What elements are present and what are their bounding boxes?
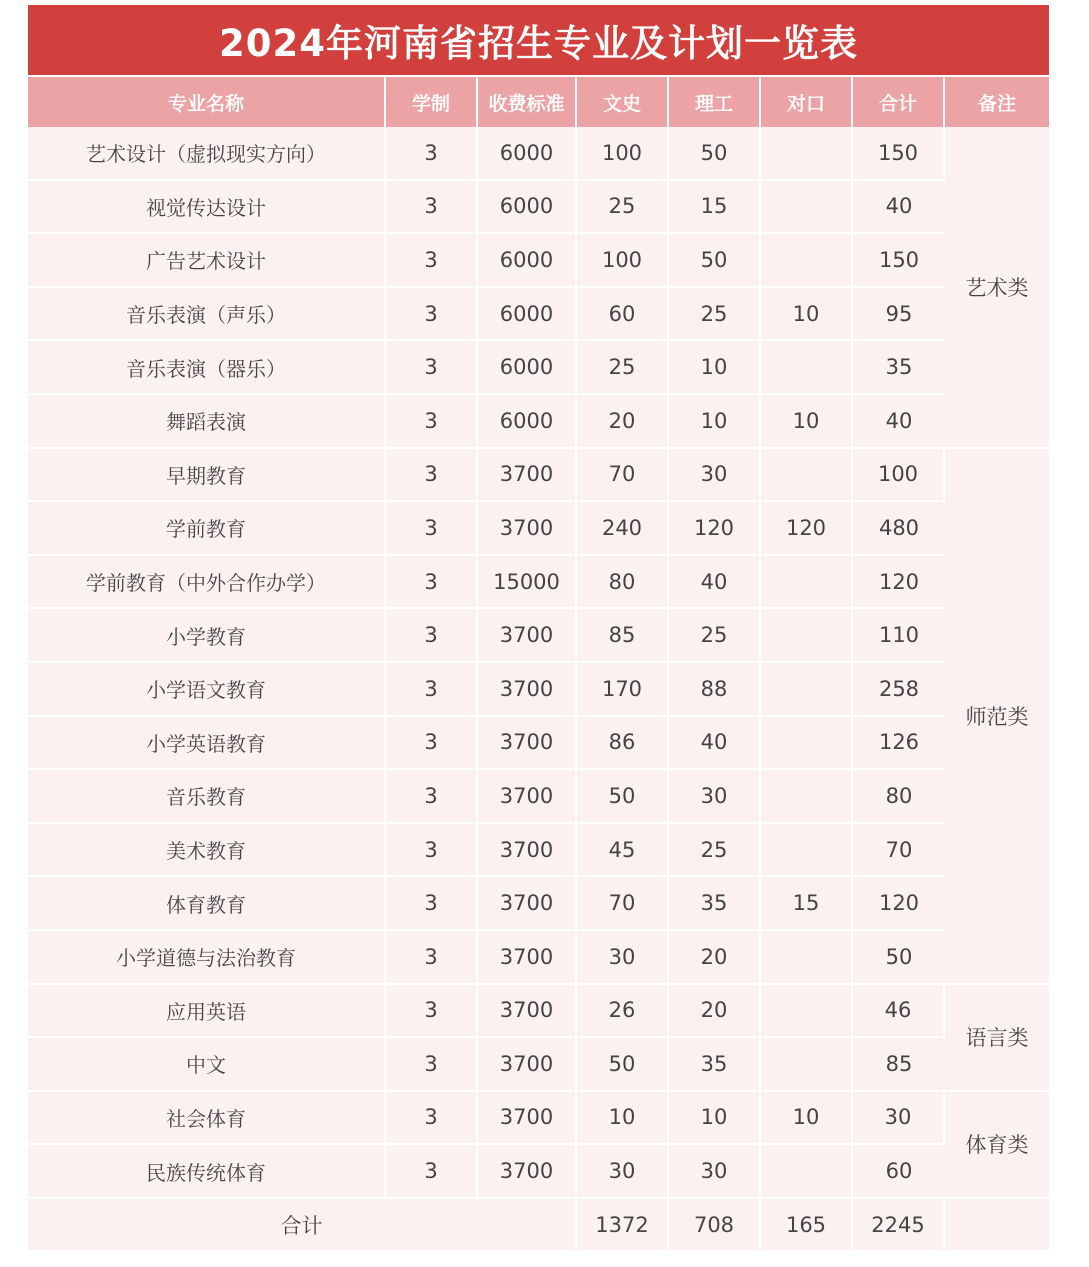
- years-cell: 3: [386, 288, 478, 342]
- vocational-quota-cell: 10: [761, 1092, 853, 1146]
- years-cell: 3: [386, 1038, 478, 1092]
- enrollment-sheet: [28, 5, 1049, 1250]
- category-note-cell: 艺术类: [945, 127, 1049, 449]
- science-quota-cell: 30: [669, 1145, 761, 1199]
- total-cell: 40: [853, 181, 945, 235]
- major-cell: 小学英语教育: [28, 717, 386, 771]
- vocational-quota-cell: [761, 931, 853, 985]
- vocational-quota-cell: [761, 556, 853, 610]
- science-quota-cell: 30: [669, 449, 761, 503]
- arts-quota-cell: 86: [577, 717, 669, 771]
- fee-cell: 6000: [478, 234, 577, 288]
- arts-quota-cell: 85: [577, 609, 669, 663]
- total-cell: 150: [853, 234, 945, 288]
- arts-quota-cell: 45: [577, 824, 669, 878]
- table-row: [28, 824, 1049, 878]
- years-cell: 3: [386, 824, 478, 878]
- fee-cell: 3700: [478, 1145, 577, 1199]
- total-cell: 126: [853, 717, 945, 771]
- major-cell: 视觉传达设计: [28, 181, 386, 235]
- table-row: [28, 1092, 1049, 1146]
- fee-cell: 3700: [478, 609, 577, 663]
- vocational-quota-cell: [761, 1038, 853, 1092]
- years-cell: 3: [386, 1145, 478, 1199]
- science-quota-cell: 20: [669, 931, 761, 985]
- years-cell: 3: [386, 181, 478, 235]
- arts-quota-cell: 50: [577, 1038, 669, 1092]
- science-quota-cell: 20: [669, 985, 761, 1039]
- major-cell: 艺术设计（虚拟现实方向）: [28, 127, 386, 181]
- years-cell: 3: [386, 556, 478, 610]
- arts-quota-cell: 80: [577, 556, 669, 610]
- category-note-cell: 语言类: [945, 985, 1049, 1092]
- arts-quota-cell: 70: [577, 877, 669, 931]
- major-cell: 早期教育: [28, 449, 386, 503]
- fee-cell: 15000: [478, 556, 577, 610]
- major-cell: 学前教育: [28, 502, 386, 556]
- table-row: [28, 556, 1049, 610]
- summary-total-cell: 2245: [853, 1199, 945, 1251]
- fee-cell: 6000: [478, 288, 577, 342]
- header-fee: 收费标准: [478, 75, 577, 127]
- years-cell: 3: [386, 770, 478, 824]
- arts-quota-cell: 100: [577, 127, 669, 181]
- table-row: [28, 1038, 1049, 1092]
- fee-cell: 3700: [478, 449, 577, 503]
- header-science: 理工: [669, 75, 761, 127]
- table-row: [28, 288, 1049, 342]
- vocational-quota-cell: [761, 770, 853, 824]
- major-cell: 音乐表演（声乐）: [28, 288, 386, 342]
- science-quota-cell: 10: [669, 1092, 761, 1146]
- arts-quota-cell: 25: [577, 341, 669, 395]
- table-row: [28, 341, 1049, 395]
- years-cell: 3: [386, 341, 478, 395]
- science-quota-cell: 40: [669, 717, 761, 771]
- science-quota-cell: 10: [669, 395, 761, 449]
- total-cell: 40: [853, 395, 945, 449]
- major-cell: 学前教育（中外合作办学）: [28, 556, 386, 610]
- major-cell: 体育教育: [28, 877, 386, 931]
- total-cell: 110: [853, 609, 945, 663]
- category-note-cell: 体育类: [945, 1092, 1049, 1199]
- arts-quota-cell: 60: [577, 288, 669, 342]
- fee-cell: 3700: [478, 877, 577, 931]
- header-years: 学制: [386, 75, 478, 127]
- summary-vocational-cell: 165: [761, 1199, 853, 1251]
- vocational-quota-cell: [761, 717, 853, 771]
- science-quota-cell: 25: [669, 288, 761, 342]
- summary-science-cell: 708: [669, 1199, 761, 1251]
- table-row: [28, 985, 1049, 1039]
- science-quota-cell: 35: [669, 1038, 761, 1092]
- science-quota-cell: 15: [669, 181, 761, 235]
- table-row: [28, 449, 1049, 503]
- major-cell: 广告艺术设计: [28, 234, 386, 288]
- major-cell: 音乐教育: [28, 770, 386, 824]
- table-row: [28, 181, 1049, 235]
- table-row: [28, 502, 1049, 556]
- years-cell: 3: [386, 449, 478, 503]
- total-cell: 150: [853, 127, 945, 181]
- table-body: [28, 127, 1049, 1250]
- major-cell: 民族传统体育: [28, 1145, 386, 1199]
- major-cell: 小学教育: [28, 609, 386, 663]
- fee-cell: 3700: [478, 663, 577, 717]
- total-cell: 80: [853, 770, 945, 824]
- years-cell: 3: [386, 663, 478, 717]
- major-cell: 小学道德与法治教育: [28, 931, 386, 985]
- total-cell: 480: [853, 502, 945, 556]
- fee-cell: 6000: [478, 181, 577, 235]
- total-cell: 30: [853, 1092, 945, 1146]
- total-cell: 120: [853, 556, 945, 610]
- summary-label-cell: 合计: [28, 1199, 577, 1251]
- arts-quota-cell: 50: [577, 770, 669, 824]
- major-cell: 应用英语: [28, 985, 386, 1039]
- science-quota-cell: 50: [669, 234, 761, 288]
- years-cell: 3: [386, 609, 478, 663]
- vocational-quota-cell: [761, 449, 853, 503]
- total-cell: 85: [853, 1038, 945, 1092]
- vocational-quota-cell: [761, 985, 853, 1039]
- major-cell: 音乐表演（器乐）: [28, 341, 386, 395]
- science-quota-cell: 25: [669, 824, 761, 878]
- major-cell: 中文: [28, 1038, 386, 1092]
- table-row: [28, 717, 1049, 771]
- summary-note-cell: [945, 1199, 1049, 1251]
- years-cell: 3: [386, 931, 478, 985]
- years-cell: 3: [386, 717, 478, 771]
- science-quota-cell: 30: [669, 770, 761, 824]
- years-cell: 3: [386, 985, 478, 1039]
- table-row: [28, 877, 1049, 931]
- enrollment-table: [28, 75, 1049, 1250]
- table-row: [28, 395, 1049, 449]
- years-cell: 3: [386, 234, 478, 288]
- table-row: [28, 127, 1049, 181]
- table-row: [28, 770, 1049, 824]
- fee-cell: 6000: [478, 341, 577, 395]
- vocational-quota-cell: [761, 234, 853, 288]
- summary-arts-cell: 1372: [577, 1199, 669, 1251]
- arts-quota-cell: 240: [577, 502, 669, 556]
- vocational-quota-cell: [761, 181, 853, 235]
- header-arts: 文史: [577, 75, 669, 127]
- vocational-quota-cell: 15: [761, 877, 853, 931]
- arts-quota-cell: 170: [577, 663, 669, 717]
- years-cell: 3: [386, 127, 478, 181]
- arts-quota-cell: 26: [577, 985, 669, 1039]
- vocational-quota-cell: [761, 824, 853, 878]
- total-cell: 120: [853, 877, 945, 931]
- table-row: [28, 609, 1049, 663]
- years-cell: 3: [386, 1092, 478, 1146]
- page-title: 2024年河南省招生专业及计划一览表: [28, 5, 1049, 75]
- major-cell: 舞蹈表演: [28, 395, 386, 449]
- total-cell: 35: [853, 341, 945, 395]
- vocational-quota-cell: [761, 663, 853, 717]
- summary-row: [28, 1199, 1049, 1251]
- fee-cell: 3700: [478, 770, 577, 824]
- fee-cell: 3700: [478, 717, 577, 771]
- total-cell: 258: [853, 663, 945, 717]
- arts-quota-cell: 10: [577, 1092, 669, 1146]
- fee-cell: 3700: [478, 824, 577, 878]
- fee-cell: 6000: [478, 395, 577, 449]
- fee-cell: 3700: [478, 502, 577, 556]
- fee-cell: 3700: [478, 1092, 577, 1146]
- table-row: [28, 663, 1049, 717]
- header-major: 专业名称: [28, 75, 386, 127]
- table-row: [28, 234, 1049, 288]
- total-cell: 70: [853, 824, 945, 878]
- total-cell: 50: [853, 931, 945, 985]
- fee-cell: 6000: [478, 127, 577, 181]
- vocational-quota-cell: [761, 1145, 853, 1199]
- years-cell: 3: [386, 877, 478, 931]
- science-quota-cell: 40: [669, 556, 761, 610]
- fee-cell: 3700: [478, 985, 577, 1039]
- category-note-cell: 师范类: [945, 449, 1049, 985]
- vocational-quota-cell: 120: [761, 502, 853, 556]
- table-row: [28, 931, 1049, 985]
- vocational-quota-cell: [761, 127, 853, 181]
- vocational-quota-cell: 10: [761, 288, 853, 342]
- science-quota-cell: 10: [669, 341, 761, 395]
- fee-cell: 3700: [478, 1038, 577, 1092]
- vocational-quota-cell: [761, 609, 853, 663]
- fee-cell: 3700: [478, 931, 577, 985]
- arts-quota-cell: 20: [577, 395, 669, 449]
- total-cell: 60: [853, 1145, 945, 1199]
- total-cell: 100: [853, 449, 945, 503]
- science-quota-cell: 88: [669, 663, 761, 717]
- total-cell: 46: [853, 985, 945, 1039]
- header-row: [28, 75, 1049, 127]
- header-notes: 备注: [945, 75, 1049, 127]
- major-cell: 社会体育: [28, 1092, 386, 1146]
- arts-quota-cell: 30: [577, 1145, 669, 1199]
- major-cell: 美术教育: [28, 824, 386, 878]
- major-cell: 小学语文教育: [28, 663, 386, 717]
- header-total: 合计: [853, 75, 945, 127]
- arts-quota-cell: 100: [577, 234, 669, 288]
- header-vocational: 对口: [761, 75, 853, 127]
- years-cell: 3: [386, 395, 478, 449]
- arts-quota-cell: 30: [577, 931, 669, 985]
- arts-quota-cell: 25: [577, 181, 669, 235]
- total-cell: 95: [853, 288, 945, 342]
- vocational-quota-cell: 10: [761, 395, 853, 449]
- science-quota-cell: 50: [669, 127, 761, 181]
- arts-quota-cell: 70: [577, 449, 669, 503]
- years-cell: 3: [386, 502, 478, 556]
- table-row: [28, 1145, 1049, 1199]
- science-quota-cell: 120: [669, 502, 761, 556]
- vocational-quota-cell: [761, 341, 853, 395]
- science-quota-cell: 35: [669, 877, 761, 931]
- science-quota-cell: 25: [669, 609, 761, 663]
